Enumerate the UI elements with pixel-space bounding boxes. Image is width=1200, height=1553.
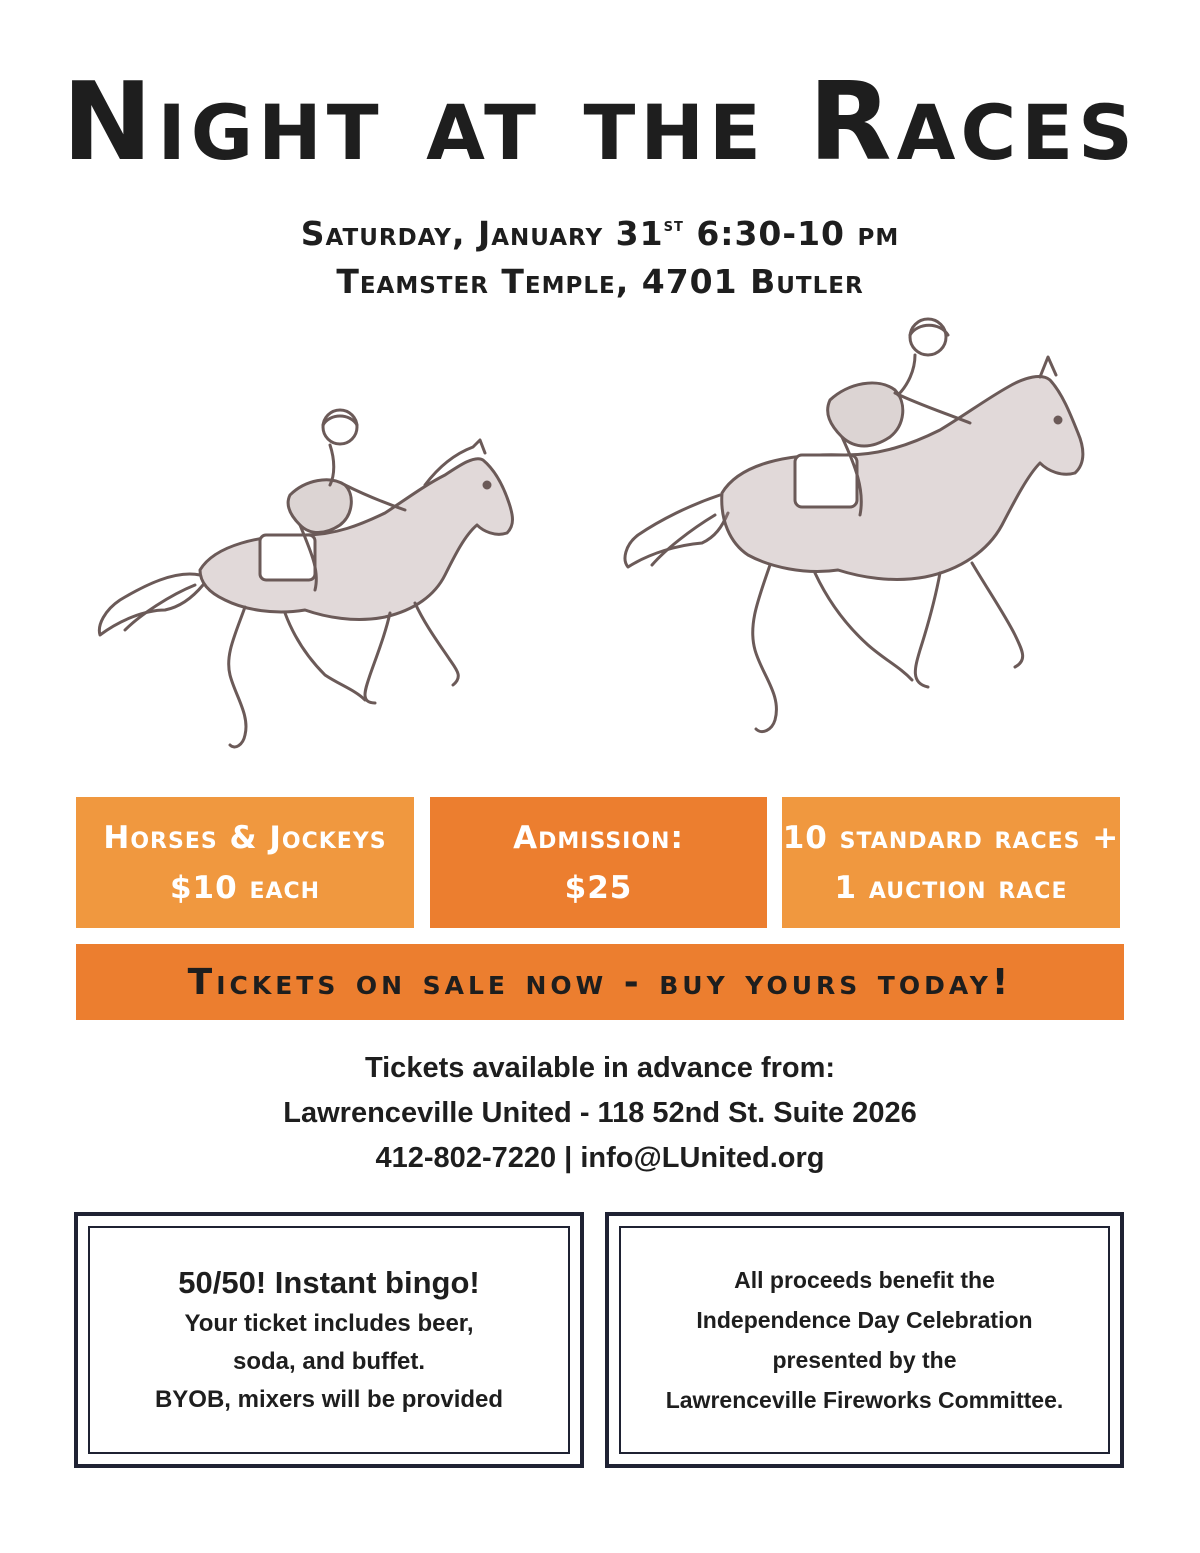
event-date: Saturday, January 31: [300, 214, 664, 253]
event-title: Night at the Races: [62, 60, 1138, 185]
event-date-time: [0, 214, 1200, 253]
horses-jockeys-price-box: [76, 797, 414, 928]
event-venue: Teamster Temple, 4701 Butler: [336, 262, 864, 301]
extras-line-1: Your ticket includes beer,: [184, 1310, 474, 1337]
extras-panel: [74, 1212, 584, 1468]
horse-jockey-sketch-icon: [610, 315, 1120, 750]
extras-heading: 50/50! Instant bingo!: [178, 1265, 480, 1300]
ticket-info-line-1: Tickets available in advance from:: [364, 1052, 836, 1084]
races-box: [782, 797, 1120, 928]
date-suffix: st: [663, 215, 684, 236]
ticket-info-line-3: 412-802-7220 | info@LUnited.org: [375, 1142, 825, 1174]
admission-label: Admission:: [513, 819, 684, 856]
proceeds-line-2: Independence Day Celebration: [696, 1307, 1033, 1333]
proceeds-panel: [605, 1212, 1124, 1468]
extras-panel-inner: [88, 1226, 570, 1454]
extras-line-3: BYOB, mixers will be provided: [154, 1386, 504, 1413]
proceeds-line-3: presented by the: [772, 1347, 957, 1373]
ticket-info-line-2: Lawrenceville United - 118 52nd St. Suite 2026: [283, 1097, 917, 1129]
proceeds-line-1: All proceeds benefit the: [734, 1267, 995, 1293]
auction-race-label: 1 auction race: [834, 869, 1068, 906]
horses-jockeys-label: Horses & Jockeys: [103, 819, 387, 856]
event-time: 6:30-10 pm: [696, 214, 900, 253]
horse-jockey-sketch-icon: [85, 385, 530, 775]
horses-jockeys-price: $10 each: [169, 869, 321, 906]
standard-races-label: 10 standard races +: [782, 819, 1120, 856]
ticket-info: [0, 1046, 1200, 1181]
admission-price: $25: [564, 869, 633, 906]
tickets-banner: Tickets on sale now - buy yours today!: [76, 944, 1124, 1020]
extras-line-2: soda, and buffet.: [233, 1348, 425, 1375]
proceeds-panel-inner: [619, 1226, 1110, 1454]
proceeds-line-4: Lawrenceville Fireworks Committee.: [665, 1387, 1064, 1413]
admission-box: [430, 797, 767, 928]
